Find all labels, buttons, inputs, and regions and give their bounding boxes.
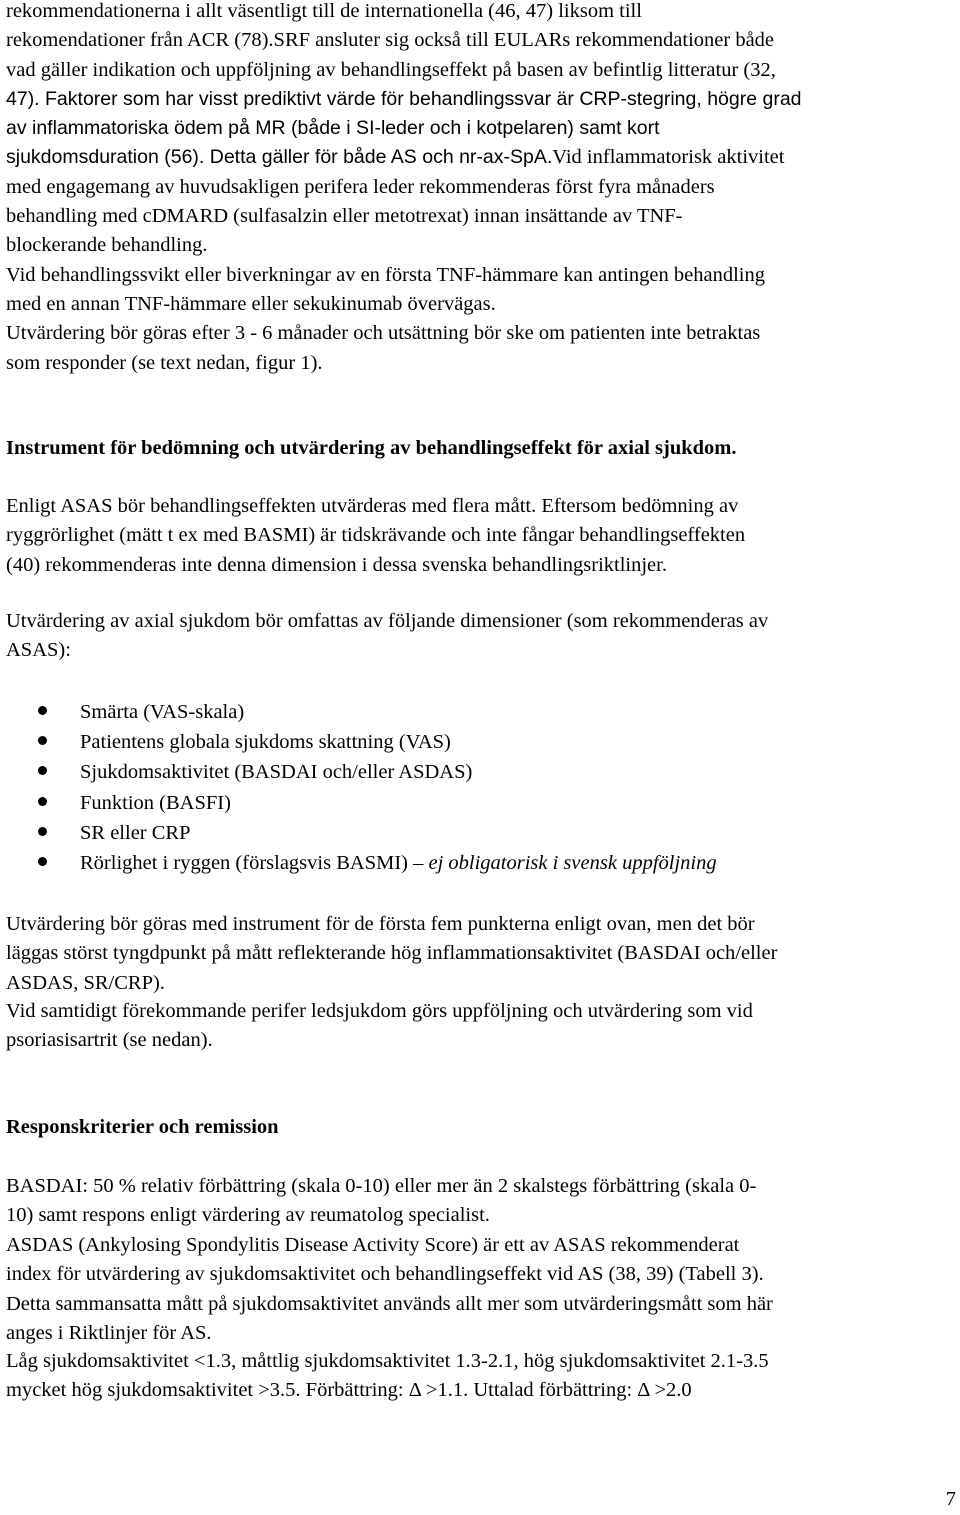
text-line: Utvärdering av axial sjukdom bör omfattas av följande dimensioner (som rekommenderas av xyxy=(6,610,769,632)
section1-paragraph-2 xyxy=(6,607,768,666)
intro-paragraph-3 xyxy=(6,319,802,378)
bullet-icon xyxy=(38,766,47,775)
text-line: med engagemang av huvudsakligen perifera leder rekommenderas först fyra månaders xyxy=(6,175,715,198)
text-line: rekommendationerna i allt väsentligt till de internationella (46, 47) liksom till xyxy=(6,0,642,22)
list-item-text: Sjukdomsaktivitet (BASDAI och/eller ASDAS) xyxy=(80,761,473,784)
bullet-icon xyxy=(38,797,47,806)
section1-paragraph-3 xyxy=(6,910,777,998)
section2-paragraph-2 xyxy=(6,1231,773,1348)
text-line: 10) samt respons enligt värdering av reumatolog specialist. xyxy=(6,1204,490,1227)
text-line: behandling med cDMARD (sulfasalzin eller metotrexat) innan insättande av TNF- xyxy=(6,205,683,228)
bullet-icon xyxy=(38,736,47,745)
list-item-text: Smärta (VAS-skala) xyxy=(80,701,245,723)
section-heading-instrument: Instrument för bedömning och utvärdering av behandlingseffekt för axial sjukdom. xyxy=(6,437,737,459)
text-line: Utvärdering bör göras med instrument för de första fem punkterna enligt ovan, men det bör xyxy=(6,913,755,935)
intro-section xyxy=(6,0,802,378)
list-item-text: Funktion (BASFI) xyxy=(80,791,231,814)
dimension-list xyxy=(6,697,717,878)
bullet-icon xyxy=(38,706,47,715)
list-item xyxy=(6,697,717,727)
text-line: Vid samtidigt förekommande perifer ledsjukdom görs uppföljning och utvärdering som vid xyxy=(6,1000,753,1022)
bullet-icon xyxy=(38,857,47,866)
section1-paragraph-4 xyxy=(6,997,753,1056)
text-line: som responder (se text nedan, figur 1). xyxy=(6,351,323,374)
text-line: ASDAS, SR/CRP). xyxy=(6,971,165,994)
text-line: Enligt ASAS bör behandlingseffekten utvärderas med flera mått. Eftersom bedömning av xyxy=(6,495,739,517)
text-run: Vid inflammatorisk aktivitet xyxy=(552,146,785,169)
list-item-text: Rörlighet i ryggen (förslagsvis BASMI) – xyxy=(80,852,429,875)
list-item xyxy=(6,757,717,787)
text-line: Utvärdering bör göras efter 3 - 6 månader och utsättning bör ske om patienten inte betraktas xyxy=(6,322,761,345)
text-line: anges i Riktlinjer för AS. xyxy=(6,1321,212,1344)
text-run: sjukdomsduration (56). Detta gäller för både AS och nr-ax-SpA. xyxy=(6,146,553,169)
text-line: 47). Faktorer som har visst prediktivt värde för behandlingssvar är CRP-stegring, högre grad xyxy=(6,87,802,110)
text-line: ASAS): xyxy=(6,639,71,662)
text-line: vad gäller indikation och uppföljning av behandlingseffekt på basen av befintlig litteratur (32, xyxy=(6,58,776,81)
text-line: rekomendationer från ACR (78).SRF ansluter sig också till EULARs rekommendationer både xyxy=(6,29,775,52)
section2-paragraph-3 xyxy=(6,1347,769,1406)
list-item-note: ej obligatorisk i svensk uppföljning xyxy=(428,852,717,875)
list-item xyxy=(6,788,717,818)
section-heading-response: Responskriterier och remission xyxy=(6,1116,279,1138)
intro-paragraph-2 xyxy=(6,261,802,320)
list-item xyxy=(6,848,717,878)
text-line xyxy=(6,143,802,172)
text-line: med en annan TNF-hämmare eller sekukinumab övervägas. xyxy=(6,292,496,315)
text-line: mycket hög sjukdomsaktivitet >3.5. Förbättring: Δ >1.1. Uttalad förbättring: Δ >2.0 xyxy=(6,1379,692,1402)
text-line: Detta sammansatta mått på sjukdomsaktivitet används allt mer som utvärderingsmått som här xyxy=(6,1292,773,1315)
list-item xyxy=(6,727,717,757)
list-item-text: SR eller CRP xyxy=(80,821,191,844)
text-line: blockerande behandling. xyxy=(6,234,208,257)
section1-paragraph-1 xyxy=(6,492,745,580)
page-number: 7 xyxy=(945,1488,956,1510)
bullet-icon xyxy=(38,827,47,836)
section2-paragraph-1 xyxy=(6,1172,756,1231)
text-line: läggas störst tyngdpunkt på mått reflekterande hög inflammationsaktivitet (BASDAI och/eller xyxy=(6,942,778,965)
list-item-text: Patientens globala sjukdoms skattning (VAS) xyxy=(80,731,451,754)
text-line: BASDAI: 50 % relativ förbättring (skala 0-10) eller mer än 2 skalstegs förbättring (skala 0- xyxy=(6,1175,757,1197)
text-line: Vid behandlingssvikt eller biverkningar av en första TNF-hämmare kan antingen behandling xyxy=(6,263,765,286)
text-line: ryggrörlighet (mätt t ex med BASMI) är tidskrävande och inte fångar behandlingseffekten xyxy=(6,524,746,547)
text-line: av inflammatoriska ödem på MR (både i SI-leder och i kotpelaren) samt kort xyxy=(6,117,660,140)
text-line: index för utvärdering av sjukdomsaktivitet och behandlingseffekt vid AS (38, 39) (Tabell 3). xyxy=(6,1263,764,1286)
list-item xyxy=(6,818,717,848)
text-line: Låg sjukdomsaktivitet <1.3, måttlig sjukdomsaktivitet 1.3-2.1, hög sjukdomsaktivitet 2.1-3.5 xyxy=(6,1350,769,1372)
text-line: psoriasisartrit (se nedan). xyxy=(6,1029,213,1052)
text-line: ASDAS (Ankylosing Spondylitis Disease Activity Score) är ett av ASAS rekommenderat xyxy=(6,1234,740,1256)
intro-paragraph-1 xyxy=(6,0,802,261)
text-line: (40) rekommenderas inte denna dimension i dessa svenska behandlingsriktlinjer. xyxy=(6,553,667,576)
